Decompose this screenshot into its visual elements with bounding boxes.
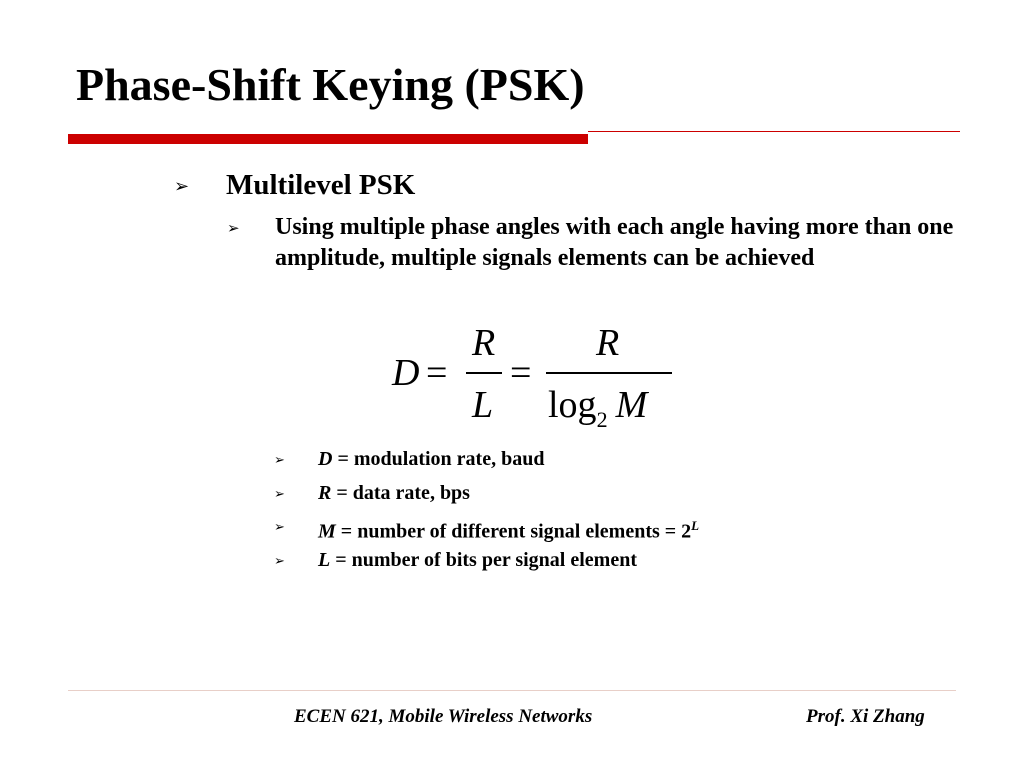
footer-course: ECEN 621, Mobile Wireless Networks [294,706,593,727]
equation-numerator-2: R [596,322,620,364]
definition-text: = data rate, bps [331,482,470,504]
definition-variable: D [318,448,333,470]
equation-denominator-2 [548,384,648,432]
definition-variable: L [318,549,331,571]
definition-variable: R [318,482,332,504]
bullet-multiple-phase-angles [227,212,965,273]
arrow-bullet-icon: ➢ [227,219,240,237]
arrow-bullet-icon: ➢ [274,487,285,502]
modulation-rate-equation [388,318,688,430]
fraction-bar-1 [466,372,502,374]
definition-l [274,548,637,572]
definition-exponent: L [691,518,700,533]
definition-d [274,447,545,471]
log-argument: M [615,384,648,426]
footer-author: Prof. Xi Zhang [806,706,925,727]
equation-equals-1: = [426,352,448,394]
equation-lhs: D [392,352,420,394]
title-underline-thin [588,131,960,132]
bullet-multilevel-psk [174,168,416,202]
equation-numerator-1: R [472,322,496,364]
arrow-bullet-icon: ➢ [274,453,285,468]
equation-equals-2: = [510,352,532,394]
arrow-bullet-icon: ➢ [274,554,285,569]
log-function: log [548,384,597,426]
arrow-bullet-icon: ➢ [174,176,190,197]
definition-r [274,481,470,505]
title-underline-thick [68,134,588,144]
definition-variable: M [318,520,336,543]
bullet-text: Using multiple phase angles with each angle having more than one amplitude, multiple signals elements can be achieved [275,214,954,271]
definition-text: = number of bits per signal element [330,549,637,571]
equation-denominator-1: L [472,384,494,426]
arrow-bullet-icon: ➢ [274,520,285,535]
definition-text: = modulation rate, baud [332,448,545,470]
definition-text: = number of different signal elements = 2 [335,520,692,543]
log-base: 2 [596,407,608,432]
slide-title: Phase-Shift Keying (PSK) [76,59,585,110]
bullet-text: Multilevel PSK [226,169,416,201]
definition-m [274,514,700,544]
footer-divider [68,690,956,691]
fraction-bar-2 [546,372,672,374]
